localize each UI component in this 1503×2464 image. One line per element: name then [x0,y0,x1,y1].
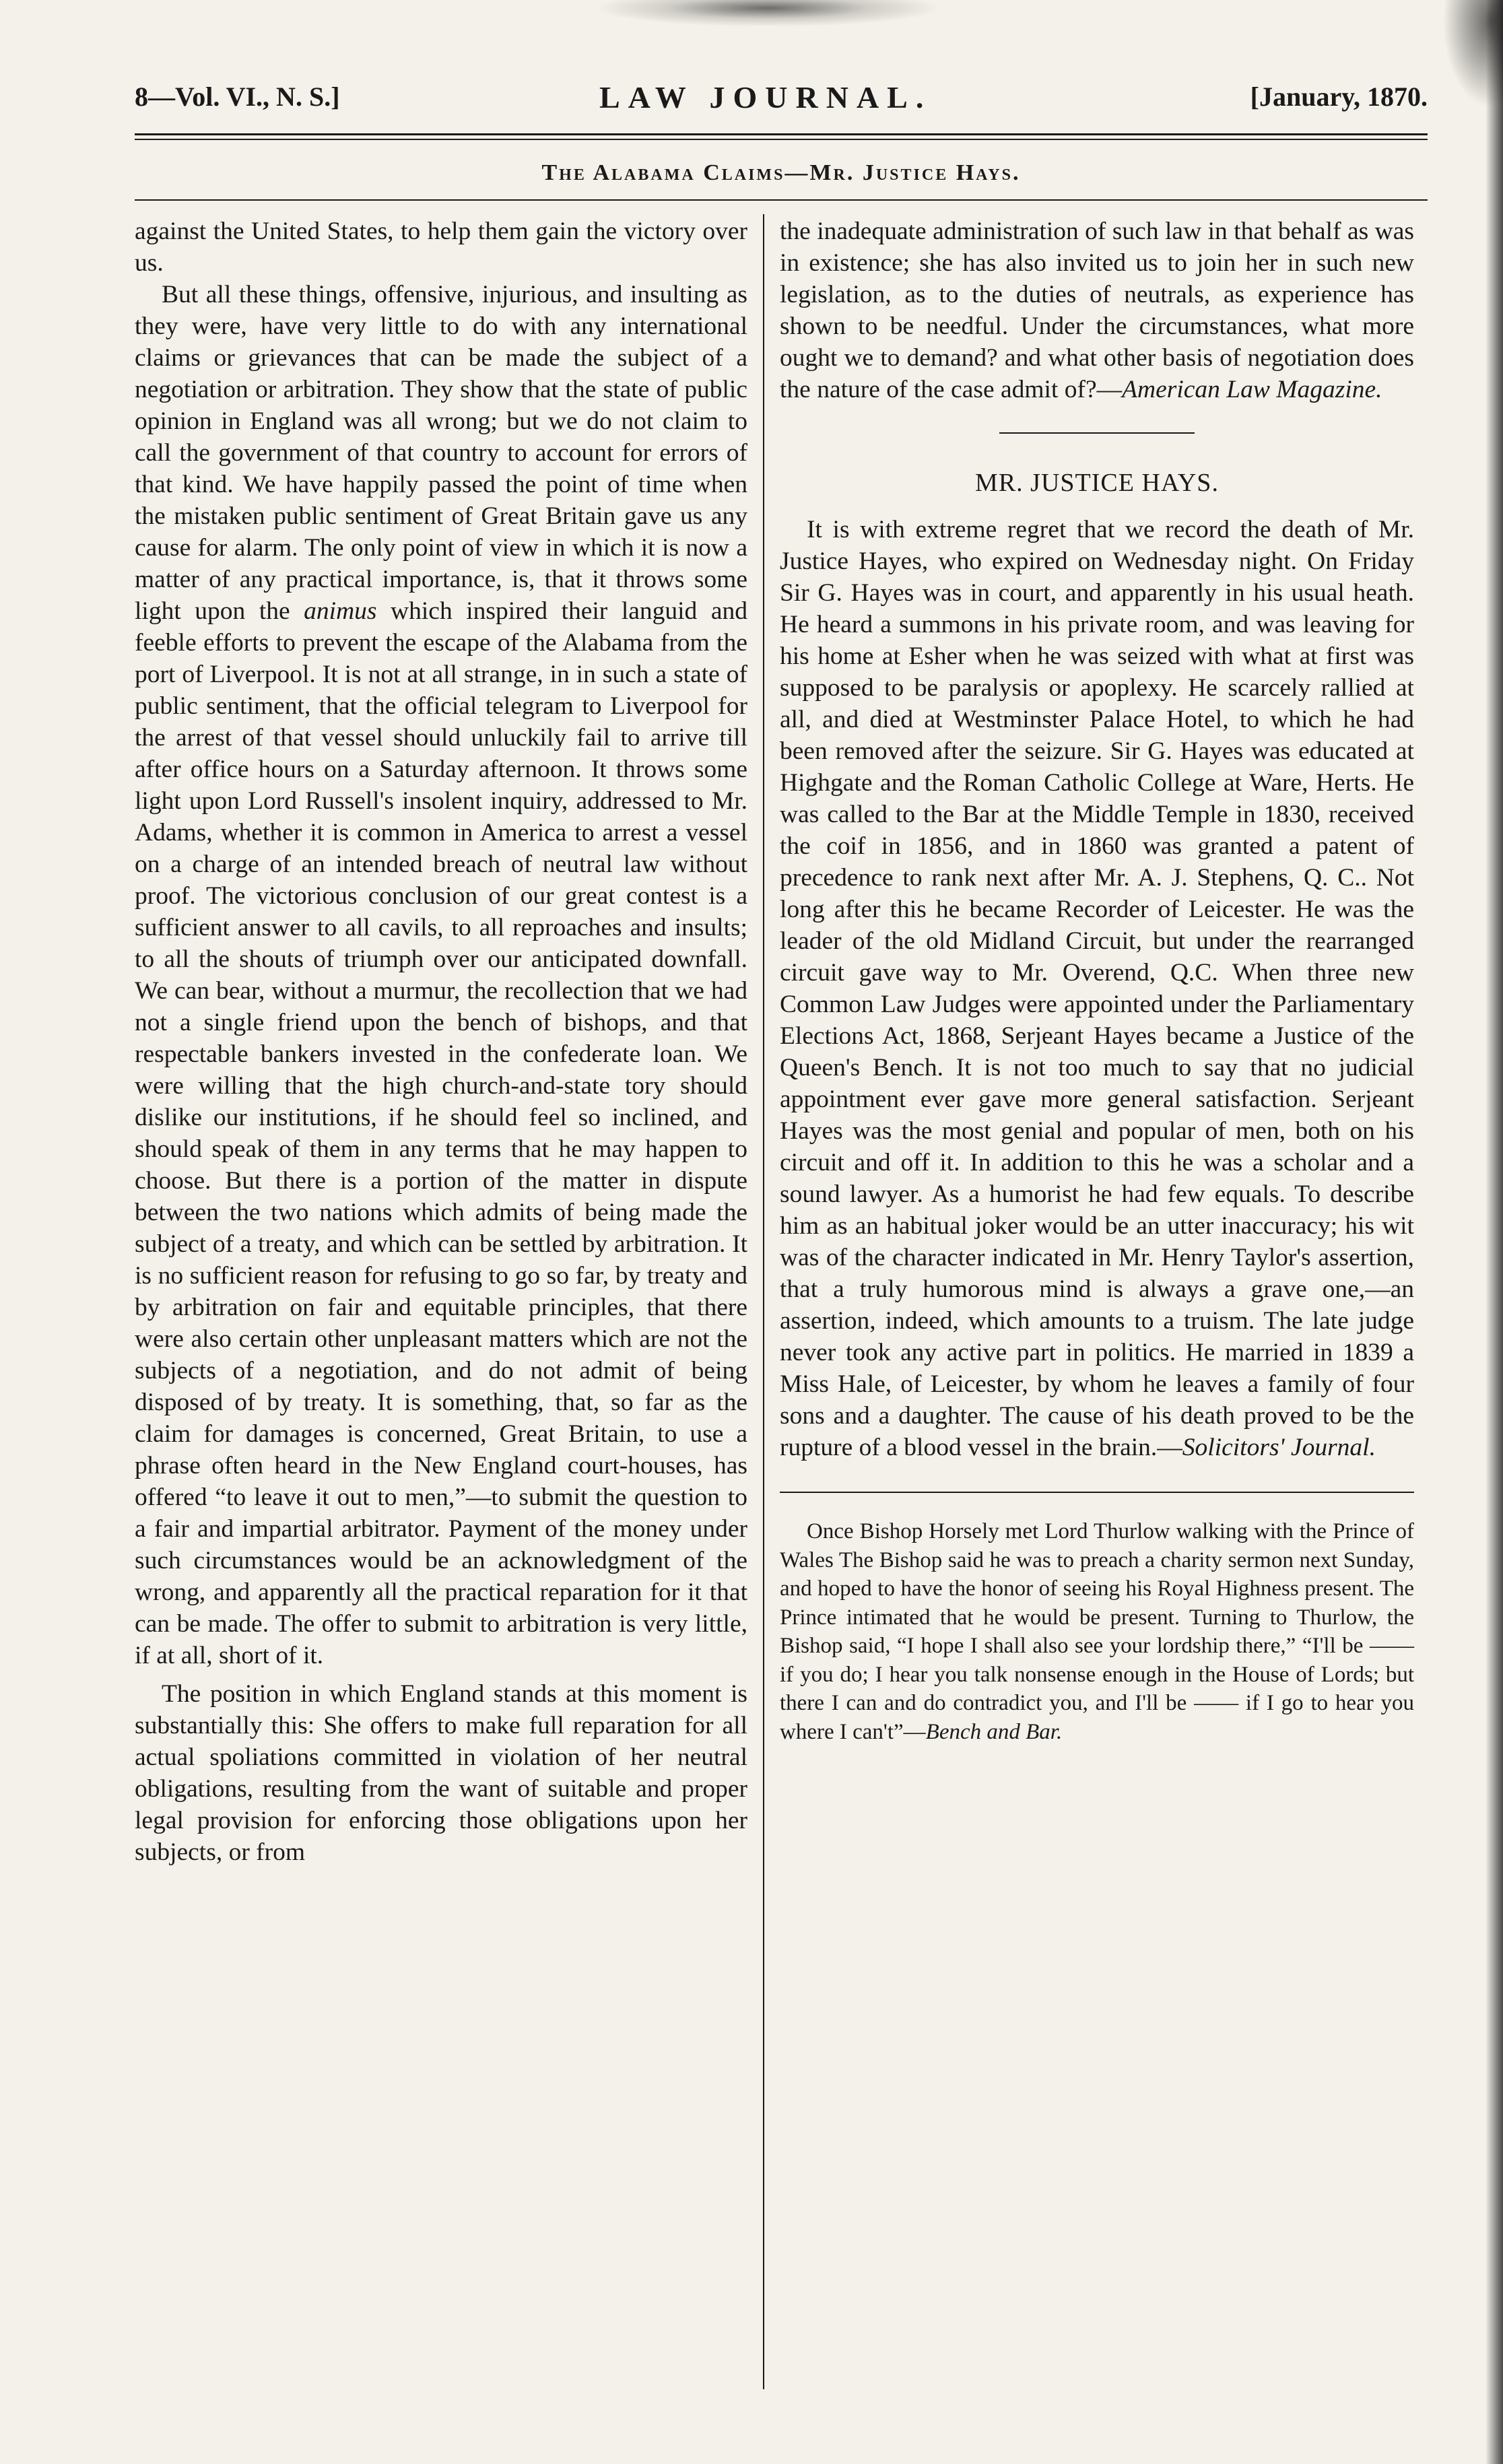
issue-date: [January, 1870. [1250,81,1428,112]
scan-shadow-right-edge [1485,0,1503,2464]
article-separator [999,432,1195,434]
paragraph: It is with extreme regret that we record the death of Mr. Justice Hayes, who expired on Wednesday night. On Friday Sir G. Hayes was in court, and apparently in his usual heath. He heard a summons in his private room, and was leaving for his home at Esher when he was seized with what at first was supposed to be paralysis or apoplexy. He scarcely rallied at all, and died at Westminster Palace Hotel, to which he had been removed after the seizure. Sir G. Hayes was educated at Highgate and the Roman Catholic College at Ware, Herts. He was called to the Bar at the Middle Temple in 1830, received the coif in 1856, and in 1860 was granted a patent of precedence to rank next after Mr. A. J. Stephens, Q. C.. Not long after this he became Recorder of Leicester. He was the leader of the old Midland Circuit, but under the rearranged circuit gave way to Mr. Overend, Q.C. When three new Common Law Judges were appointed under the Parliamentary Elections Act, 1868, Serjeant Hayes became a Justice of the Queen's Bench. It is not too much to say that no judicial appointment ever gave more general satisfaction. Serjeant Hayes was the most genial and popular of men, both on his circuit and off it. In addition to this he was a scholar and a sound lawyer. As a humorist he had few equals. To describe him as an habitual joker would be an utter inaccuracy; his wit was of the character indicated in Mr. Henry Taylor's assertion, that a truly humorous mind is always a grave one,—an assertion, indeed, which amounts to a truism. The late judge never took any active part in politics. He married in 1839 a Miss Hale, of Leicester, by whom he leaves a family of four sons and a daughter. The cause of his death proved to be the rupture of a blood vessel in the brain.—Solicitors' Journal. [780,516,1414,1461]
section-rule [135,199,1428,201]
article-title: MR. JUSTICE HAYS. [975,469,1219,497]
paragraph: Once Bishop Horsely met Lord Thurlow walking with the Prince of Wales The Bishop said he was to preach a charity sermon next Sunday, and hoped to have the honor of seeing his Royal Highness present. The Prince intimated that he would be present. Turning to Thurlow, the Bishop said, “I hope I shall also see your lordship there,” “I'll be —— if you do; I hear you talk nonsense enough in the House of Lords; but there I can and do contradict you, and I'll be —— if I go to hear you where I can't”—Bench and Bar. [780,1519,1414,1744]
paragraph: the inadequate administration of such law in that behalf as was in existence; she has also invited us to join her in such new legislation, as to the duties of neutrals, as experience has shown to be needful. Under the circumstances, what more ought we to demand? and what other basis of negotiation does the nature of the case admit of?—American Law Magazine. [780,218,1414,403]
volume-label: 8—Vol. VI., N. S.] [135,81,340,112]
header-rule-bottom [135,139,1428,140]
paragraph: The position in which England stands at this moment is substantially this: She offers to make full reparation for all actual spoliations committed in violation of her neutral obligations, resulting from the want of suitable and proper legal provision for enforcing those obligations upon her subjects, or from [135,1680,747,1866]
scan-shadow-top [593,0,943,27]
article-separator [780,1492,1414,1493]
paragraph: But all these things, offensive, injurious, and insulting as they were, have very little to do with any international claims or grievances that can be made the subject of a negotiation or arbitration. They show that the state of public opinion in England was all wrong; but we do not claim to call the government of that country to account for errors of that kind. We have happily passed the point of time when the mistaken public sentiment of Great Britain gave us any cause for alarm. The only point of view in which it is now a matter of any practical importance, is, that it throws some light upon the animus which inspired their languid and feeble efforts to prevent the escape of the Alabama from the port of Liverpool. It is not at all strange, in in such a state of public sentiment, that the official telegram to Liverpool for the arrest of that vessel should unluckily fail to arrive till after office hours on a Saturday afternoon. It throws some light upon Lord Russell's insolent inquiry, addressed to Mr. Adams, whether it is common in America to arrest a vessel on a charge of an intended breach of neutral law without proof. The victorious conclusion of our great contest is a sufficient answer to all cavils, to all reproaches and insults; to all the shouts of triumph over our anticipated downfall. We can bear, without a murmur, the recollection that we had not a single friend upon the bench of bishops, and that respectable bankers invested in the confederate loan. We were willing that the high church-and-state tory should dislike our institutions, if he should feel so inclined, and should speak of them in any terms that he may happen to choose. But there is a portion of the matter in dispute between the two nations which admits of being made the subject of a treaty, and which can be settled by arbitration. It is no sufficient reason for refusing to go so far, by treaty and by arbitration on fair and equitable principles, that there were also certain other unpleasant matters which are not the subjects of a negotiation, and do not admit of being disposed of by treaty. It is something, that, so far as the claim for damages is concerned, Great Britain, to use a phrase often heard in the New England court-houses, has offered “to leave it out to men,”—to submit the question to a fair and impartial arbitrator. Payment of the money under such circumstances would be an acknowledgment of the wrong, and apparently all the practical reparation for it that can be made. The offer to submit to arbitration is very little, if at all, short of it. [135,281,747,1669]
source-citation: Solicitors' Journal. [1182,1434,1376,1461]
source-citation: American Law Magazine. [1122,376,1382,403]
left-column [135,215,747,1868]
section-heading: The Alabama Claims—Mr. Justice Hays. [541,160,1021,185]
running-head [135,74,1428,121]
right-column [780,215,1414,1746]
journal-title: LAW JOURNAL. [599,80,932,114]
anecdote [780,1517,1414,1746]
source-citation: Bench and Bar. [925,1719,1063,1744]
column-divider [763,214,764,2389]
header-rule-top [135,133,1428,135]
paragraph: against the United States, to help them gain the victory over us. [135,218,747,277]
